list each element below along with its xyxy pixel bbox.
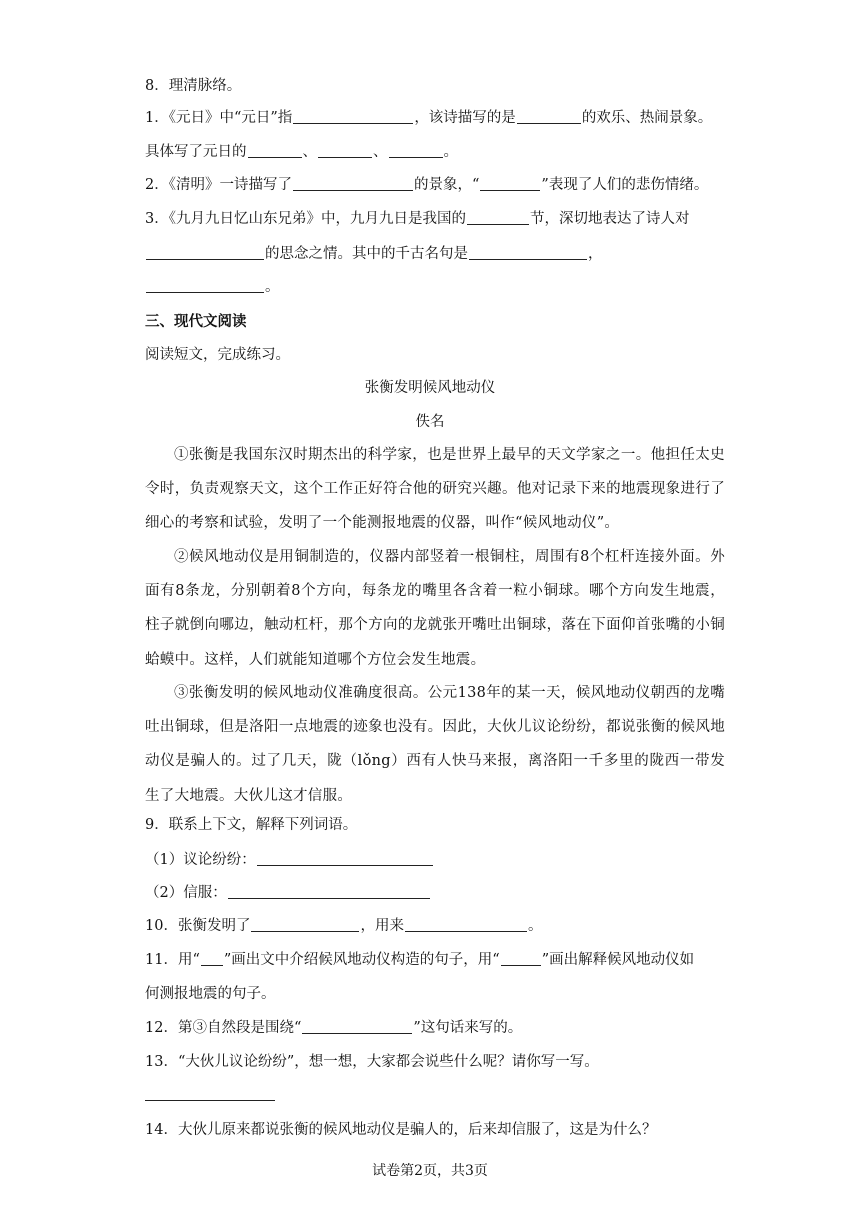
section-title: 三、现代文阅读	[145, 314, 247, 330]
answer-blank[interactable]	[228, 884, 430, 899]
question-11: 11．用“ ”画出文中介绍候风地动仪构造的句子，用“ ”画出解释候风地动仪如	[145, 952, 695, 968]
question-9: 9．联系上下文，解释下列词语。	[145, 817, 358, 833]
question-8-3-line-2: 的思念之情。其中的千古名句是 ，	[145, 244, 603, 264]
question-9-2: （2）信服：	[145, 883, 431, 903]
article-paragraph-3: ③张衡发明的候风地动仪准确度很高。公元138年的某一天，候风地动仪朝西的龙嘴吐出铜球，但是洛阳一点地震的迹象也没有。因此，大伙儿议论纷纷，都说张衡的候风地动仪是骗人的。过了几天，陇（lǒng）西有人快马来报，离洛阳一千多里的陇西一带发生了大地震。大伙儿这才信服。	[145, 685, 725, 804]
answer-blank[interactable]	[293, 176, 413, 191]
question-13: 13．“大伙儿议论纷纷”，想一想，大家都会说些什么呢？请你写一写。	[145, 1054, 599, 1070]
reading-instruction: 阅读短文，完成练习。	[145, 347, 290, 363]
article-paragraph-2: ②候风地动仪是用铜制造的，仪器内部竖着一根铜柱，周围有8个杠杆连接外面。外面有8条龙，分别朝着8个方向，每条龙的嘴里各含着一粒小铜球。哪个方向发生地震，柱子就倒向哪边，触动杠杆，那个方向的龙就张开嘴吐出铜球，落在下面仰首张嘴的小铜蛤蟆中。这样，人们就能知道哪个方位会发生地震。	[145, 549, 725, 668]
answer-blank[interactable]	[480, 176, 540, 191]
question-8-heading: 8．理清脉络。	[145, 78, 242, 94]
question-9-1: （1）议论纷纷：	[145, 850, 434, 870]
answer-blank[interactable]	[389, 143, 443, 158]
answer-blank[interactable]	[146, 278, 264, 293]
answer-blank[interactable]	[251, 917, 359, 932]
answer-blank[interactable]	[405, 917, 527, 932]
question-8-2-line: 2．《清明》一诗描写了 的景象，“ ”表现了人们的悲伤情绪。	[145, 177, 709, 193]
question-8-1-line: 1．《元日》中“元日”指 ，该诗描写的是 的欢乐、热闹景象。	[145, 110, 713, 126]
question-11-line-2: 何测报地震的句子。	[145, 986, 276, 1002]
answer-blank[interactable]	[469, 245, 587, 260]
article-paragraph-1: ①张衡是我国东汉时期杰出的科学家，也是世界上最早的天文学家之一。他担任太史令时，负责观察天文，这个工作正好符合他的研究兴趣。他对记录下来的地震现象进行了细心的考察和试验，发明了一个能测报地震的仪器，叫作“候风地动仪”。	[145, 447, 725, 532]
answer-blank[interactable]	[517, 109, 581, 124]
answer-blank[interactable]	[257, 851, 433, 866]
article-title: 张衡发明候风地动仪	[364, 380, 496, 396]
question-8-3-line-3: 。	[145, 277, 280, 297]
answer-line[interactable]	[145, 1100, 275, 1101]
page-footer: 试卷第2页，共3页	[372, 1163, 488, 1179]
question-14: 14．大伙儿原来都说张衡的候风地动仪是骗人的，后来却信服了，这是为什么？	[145, 1122, 657, 1138]
answer-blank[interactable]	[318, 143, 372, 158]
answer-blank[interactable]	[146, 245, 264, 260]
article-author: 佚名	[415, 414, 445, 430]
answer-blank[interactable]	[302, 1019, 412, 1034]
answer-blank[interactable]	[293, 109, 413, 124]
answer-blank[interactable]	[248, 143, 302, 158]
question-8-1-line-2: 具体写了元日的 、 、 。	[145, 144, 458, 160]
underline-sample-wavy	[501, 951, 541, 966]
question-8-3-line: 3．《九月九日忆山东兄弟》中，九月九日是我国的 节，深切地表达了诗人对	[145, 211, 690, 227]
question-12: 12．第③自然段是围绕“ ”这句话来写的。	[145, 1020, 523, 1036]
question-10: 10．张衡发明了 ，用来 。	[145, 918, 543, 934]
underline-sample-solid	[201, 951, 223, 966]
answer-blank[interactable]	[467, 210, 529, 225]
